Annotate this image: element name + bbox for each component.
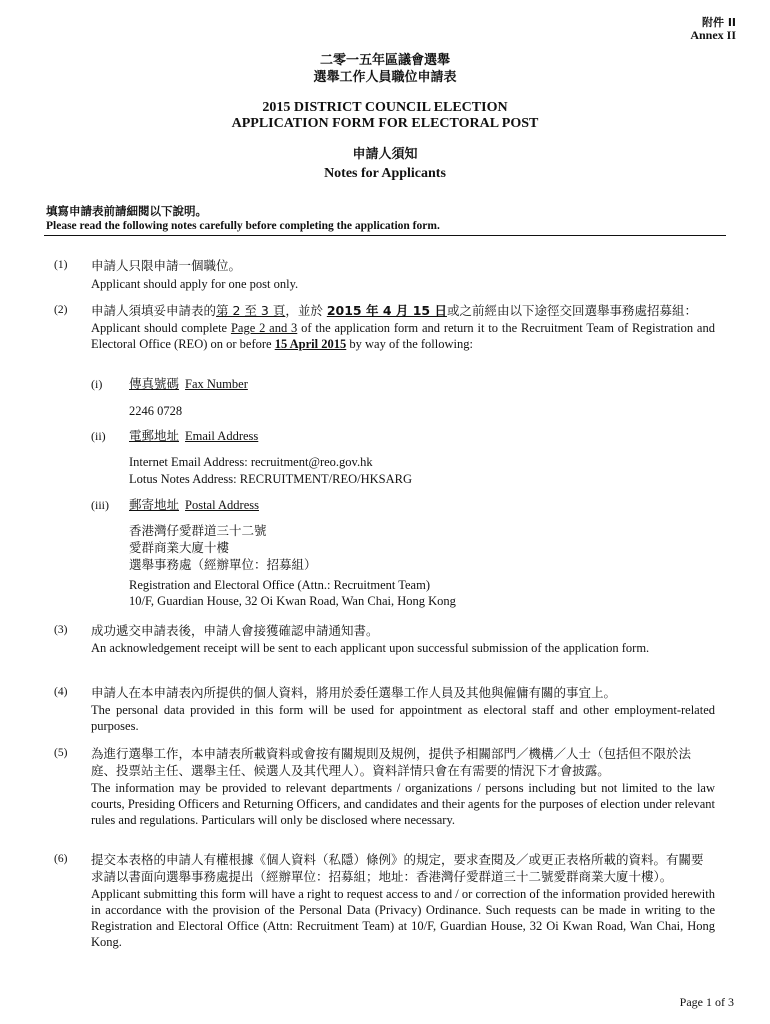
item-number: (5) bbox=[54, 747, 68, 759]
annex-zh: 附件 II bbox=[701, 16, 736, 29]
notes-heading-zh: 申請人須知 bbox=[352, 147, 418, 162]
lotus-notes-address: Lotus Notes Address: RECRUITMENT/REO/HKSARG bbox=[129, 472, 412, 486]
pages-highlight-en: Page 2 and 3 bbox=[230, 321, 298, 335]
postal-address-zh-line3: 選舉事務處（經辦單位：招募組） bbox=[129, 557, 317, 572]
item-text-zh: 申請人在本申請表內所提供的個人資料，將用於委任選舉工作人員及其他與僱傭有關的事宜上。 bbox=[91, 685, 617, 700]
method-number: (iii) bbox=[91, 498, 109, 512]
postal-address-zh-line1: 香港灣仔愛群道三十二號 bbox=[129, 523, 267, 538]
item-text-zh: 為進行選舉工作，本申請表所載資料或會按有關規則及規例，提供予相關部門／機構／人士（包括但不限於法庭、投票站主任、選舉主任、候選人及其代理人）。資料詳情只會在有需要的情況下才會披露。 bbox=[91, 746, 692, 778]
title-zh-line2: 選舉工作人員職位申請表 bbox=[313, 70, 457, 85]
annex-en: Annex II bbox=[690, 28, 736, 42]
method-number: (i) bbox=[91, 377, 103, 391]
item-text-en: The personal data provided in this form will be used for appointment as electoral staff and other employment-related purposes. bbox=[91, 703, 715, 733]
title-zh-line1: 二零一五年區議會選舉 bbox=[319, 53, 450, 68]
deadline-en: 15 April 2015 bbox=[274, 337, 347, 351]
method-label: 郵寄地址 Postal Address bbox=[129, 497, 259, 512]
method-label: 電郵地址 Email Address bbox=[129, 428, 259, 443]
postal-address-en-line1: Registration and Electoral Office (Attn.: Recruitment Team) bbox=[129, 578, 430, 592]
page-number: Page 1 of 3 bbox=[679, 995, 734, 1009]
pages-highlight-zh: 第 2 至 3 頁 bbox=[216, 303, 286, 318]
title-en-line2: APPLICATION FORM FOR ELECTORAL POST bbox=[231, 116, 539, 131]
annex-label bbox=[690, 16, 736, 42]
method-number: (ii) bbox=[91, 429, 106, 443]
item-text-zh: 成功遞交申請表後，申請人會接獲確認申請通知書。 bbox=[91, 623, 379, 638]
item-text-en: Applicant submitting this form will have a right to request access to and / or correction of the information provided herewith in accordance with the provision of the Personal Data (Privacy) Ordinance. Such requests can be made in writing to the Registration and Electoral Office (Attn: Recruitment Team) at 10/F, Guardian House, 32 Oi Kwan Road, Wan Chai, Hong Kong. bbox=[91, 887, 715, 949]
read-notice-zh: 填寫申請表前請細閱以下說明。 bbox=[46, 204, 207, 218]
item-text-en: Applicant should apply for one post only. bbox=[91, 277, 299, 291]
item-number: (4) bbox=[54, 686, 68, 698]
internet-email-address: Internet Email Address: recruitment@reo.gov.hk bbox=[129, 455, 373, 469]
title-en-line1: 2015 DISTRICT COUNCIL ELECTION bbox=[262, 100, 508, 115]
item-text-zh: 申請人只限申請一個職位。 bbox=[91, 258, 242, 273]
item-text-zh: 申請人須填妥申請表的第 2 至 3 頁，並於 2015 年 4 月 15 日或之前經由以下途徑交回選舉事務處招募組： bbox=[91, 303, 697, 318]
header-divider bbox=[44, 235, 726, 236]
item-number: (2) bbox=[54, 304, 68, 316]
postal-address-en-line2: 10/F, Guardian House, 32 Oi Kwan Road, Wan Chai, Hong Kong bbox=[129, 594, 456, 608]
postal-address-zh-line2: 愛群商業大廈十樓 bbox=[129, 540, 230, 555]
item-text-en: The information may be provided to relevant departments / organizations / persons including but not limited to the law courts, Presiding Officers and Returning Officers, and candidates and their agents for the purposes of election under relevant rules and regulations. Particulars will only be disclosed where necessary. bbox=[91, 781, 715, 827]
form-title bbox=[0, 52, 770, 182]
read-notice-en: Please read the following notes carefully before completing the application form. bbox=[46, 220, 440, 232]
item-text-en: Applicant should complete Page 2 and 3 of the application form and return it to the Recruitment Team of Registration and Electoral Office (REO) on or before 15 April 2015 by way of the following: bbox=[91, 321, 715, 351]
fax-number: 2246 0728 bbox=[129, 404, 183, 418]
item-number: (3) bbox=[54, 624, 68, 636]
method-label: 傳真號碼 Fax Number bbox=[129, 376, 248, 391]
item-text-zh: 提交本表格的申請人有權根據《個人資料（私隱）條例》的規定，要求查閱及／或更正表格所載的資料。有關要求請以書面向選舉事務處提出（經辦單位：招募組；地址：香港灣仔愛群道三十二號愛群商業大廈十樓）。 bbox=[91, 852, 704, 884]
notes-heading-en: Notes for Applicants bbox=[324, 166, 446, 181]
read-notice bbox=[46, 203, 726, 234]
item-number: (1) bbox=[54, 259, 68, 271]
deadline-zh: 2015 年 4 月 15 日 bbox=[326, 303, 447, 318]
item-number: (6) bbox=[54, 853, 68, 865]
item-text-en: An acknowledgement receipt will be sent to each applicant upon successful submission of the application form. bbox=[91, 641, 650, 655]
